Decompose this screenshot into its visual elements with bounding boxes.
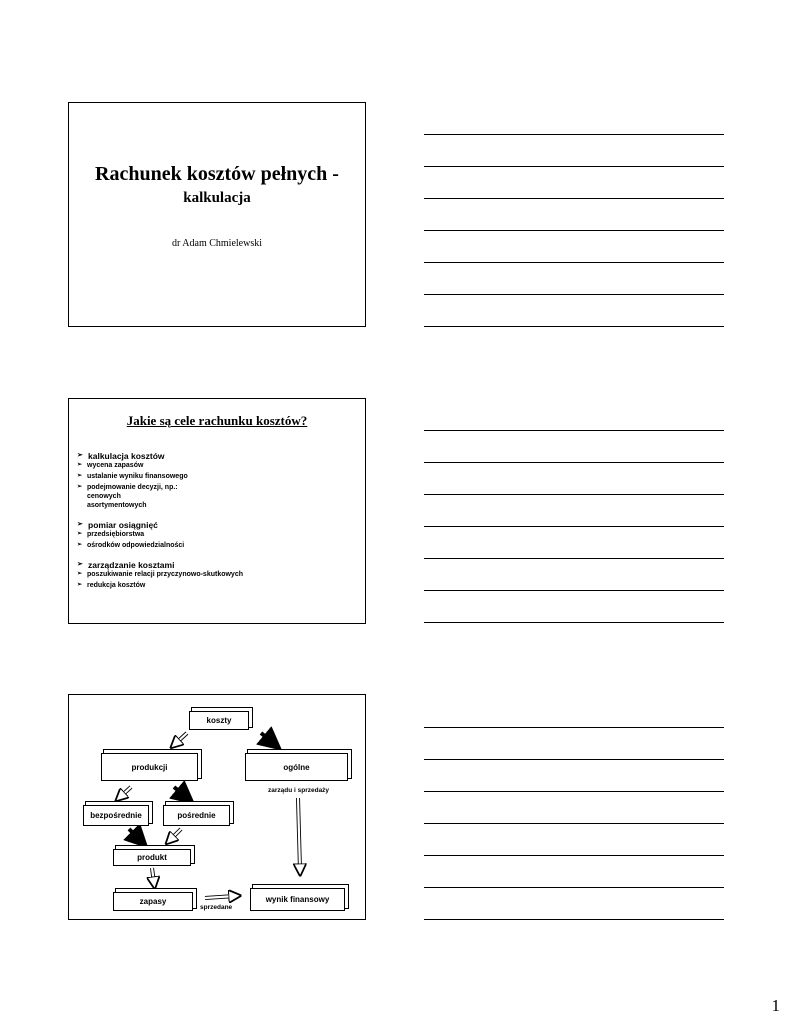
goal-subitem — [77, 483, 359, 510]
note-line — [424, 887, 724, 888]
note-line — [424, 294, 724, 295]
goal-label: zarządzanie kosztami — [88, 560, 175, 570]
arrow-produkcji-posrednie — [174, 787, 186, 797]
note-line — [424, 590, 724, 591]
goal-subitem — [77, 541, 359, 550]
box-produkt: produkt — [113, 849, 191, 866]
slide1-author: dr Adam Chmielewski — [172, 238, 262, 249]
slide-goals — [68, 398, 366, 624]
goal-subitem-label: redukcja kosztów — [87, 582, 146, 589]
box-zapasy: zapasy — [113, 892, 193, 911]
box-produkcji: produkcji — [101, 753, 198, 781]
goal-subitem-label: ośrodków odpowiedzialności — [87, 542, 185, 549]
slide-cost-diagram — [68, 694, 366, 920]
arrow-bullet-icon: ➢ — [77, 452, 83, 459]
note-line — [424, 262, 724, 263]
note-line — [424, 494, 724, 495]
note-line — [424, 198, 724, 199]
slide2-title: Jakie są cele rachunku kosztów? — [126, 413, 308, 428]
slide1-subtitle: kalkulacja — [183, 190, 251, 206]
note-line — [424, 430, 724, 431]
goal-item — [77, 560, 359, 590]
arrow-bullet-icon: ➢ — [77, 462, 83, 468]
arrow-bullet-icon: ➢ — [77, 561, 83, 568]
note-line — [424, 791, 724, 792]
arrow-bullet-icon: ➢ — [77, 542, 83, 548]
arrow-bullet-icon: ➢ — [77, 521, 83, 528]
box-ogolne: ogólne — [245, 753, 348, 781]
goal-subitem-label: ustalanie wyniku finansowego — [87, 473, 188, 480]
note-line — [424, 727, 724, 728]
goals-list — [77, 451, 359, 592]
goal-subitem — [77, 581, 359, 590]
goal-subitem-label: wycena zapasów — [87, 462, 144, 469]
slide1-title: Rachunek kosztów pełnych - — [95, 163, 339, 185]
box-posrednie: pośrednie — [163, 805, 230, 826]
page-number: 1 — [771, 996, 780, 1015]
arrow-bullet-icon: ➢ — [77, 531, 83, 537]
goal-label: pomiar osiągnięć — [88, 520, 158, 530]
goal-subitem — [77, 570, 359, 579]
goal-subitem-label: przedsiębiorstwa — [87, 531, 145, 538]
note-line — [424, 134, 724, 135]
goal-subitem-label: podejmowanie decyzji, np.: cenowych asortymentowych — [87, 484, 178, 509]
goal-subitem-label: poszukiwanie relacji przyczynowo-skutkowych — [87, 571, 243, 578]
label-sprzedane: sprzedane — [200, 904, 233, 911]
arrow-bullet-icon: ➢ — [77, 484, 83, 490]
note-line — [424, 919, 724, 920]
note-line — [424, 230, 724, 231]
goal-subitem — [77, 461, 359, 470]
arrow-bullet-icon: ➢ — [77, 571, 83, 577]
box-bezposrednie: bezpośrednie — [83, 805, 149, 826]
goal-subitem — [77, 530, 359, 539]
goal-subitem — [77, 472, 359, 481]
note-line — [424, 462, 724, 463]
slide-title — [68, 102, 366, 327]
note-line — [424, 166, 724, 167]
goal-label: kalkulacja kosztów — [88, 451, 165, 461]
arrow-bullet-icon: ➢ — [77, 582, 83, 588]
note-line — [424, 326, 724, 327]
arrow-bezposrednie-produkt — [129, 829, 140, 840]
note-line — [424, 558, 724, 559]
arrow-koszty-ogolne — [261, 733, 273, 743]
note-line — [424, 526, 724, 527]
note-line — [424, 823, 724, 824]
box-wynik-finansowy: wynik finansowy — [250, 888, 345, 911]
arrow-bullet-icon: ➢ — [77, 473, 83, 479]
box-koszty: koszty — [189, 711, 249, 730]
goal-item — [77, 451, 359, 510]
label-zarzadu-i-sprzedazy: zarządu i sprzedaży — [268, 787, 330, 794]
note-line — [424, 855, 724, 856]
note-line — [424, 759, 724, 760]
goal-item — [77, 520, 359, 550]
note-line — [424, 622, 724, 623]
